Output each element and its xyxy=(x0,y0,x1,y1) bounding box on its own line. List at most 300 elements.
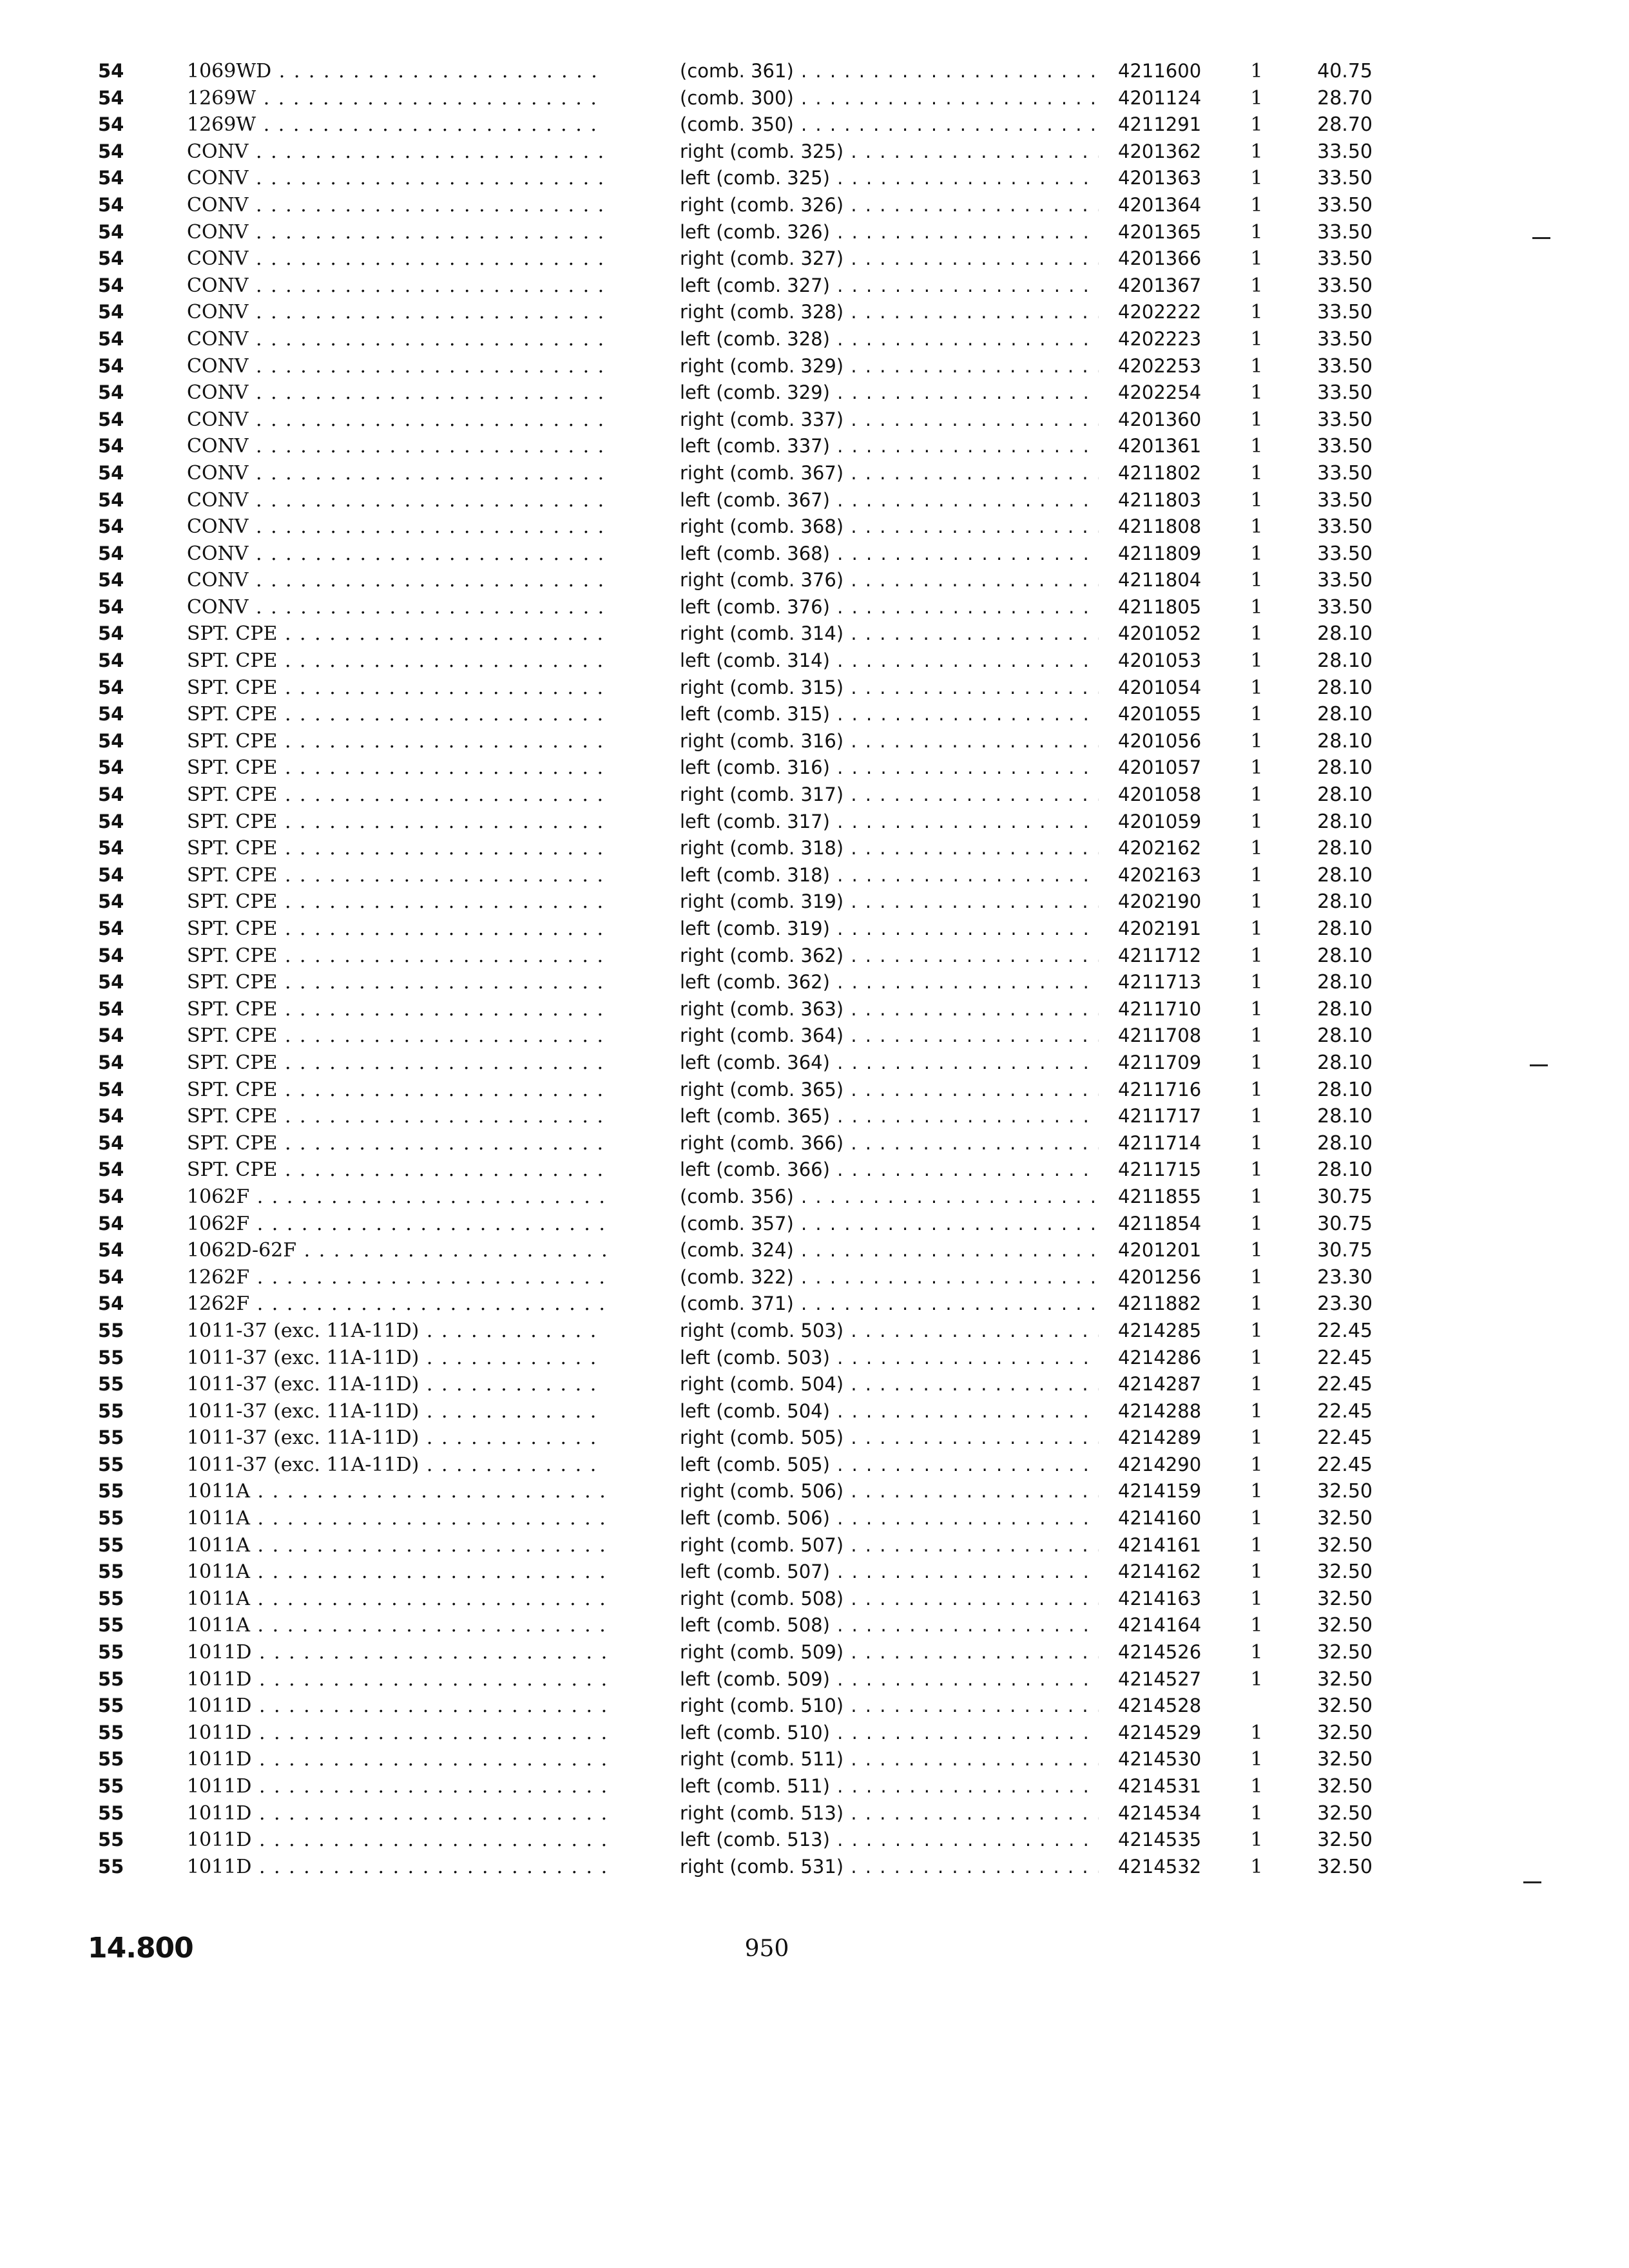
model-cell: SPT. CPE . . . xyxy=(187,1077,606,1104)
year-cell: 54 xyxy=(98,1024,124,1047)
year-cell: 54 xyxy=(98,1212,124,1235)
year-cell: 54 xyxy=(98,863,124,886)
description-cell: left (comb. 376) . . . xyxy=(680,594,1099,621)
part-number-cell: 4214289 xyxy=(1118,1427,1202,1449)
quantity-cell: 1 xyxy=(1250,1667,1263,1691)
description-cell: left (comb. 314) . . . xyxy=(680,648,1099,675)
table-row xyxy=(0,1103,1629,1130)
model-cell: SPT. CPE . . . xyxy=(187,1050,606,1077)
year-cell: 54 xyxy=(98,569,124,591)
description-cell: right (comb. 504) . . . xyxy=(680,1371,1099,1398)
part-number-cell: 4211882 xyxy=(1118,1293,1202,1315)
table-row xyxy=(0,1425,1629,1452)
price-cell: 28.10 xyxy=(1317,837,1373,860)
year-cell: 54 xyxy=(98,837,124,860)
part-number-cell: 4211804 xyxy=(1118,569,1202,591)
model-cell: 1062F . . . xyxy=(187,1184,606,1211)
model-cell: 1011D . . . xyxy=(187,1693,606,1720)
description-cell: left (comb. 505) . . . xyxy=(680,1452,1099,1479)
part-number-cell: 4214159 xyxy=(1118,1480,1202,1503)
price-cell: 28.70 xyxy=(1317,113,1373,137)
year-cell: 54 xyxy=(98,220,124,243)
quantity-cell: 1 xyxy=(1250,649,1263,673)
part-number-cell: 4201053 xyxy=(1118,649,1202,672)
description-cell: right (comb. 326) . . . xyxy=(680,192,1099,219)
model-cell: 1011A . . . xyxy=(187,1559,606,1586)
price-cell: 33.50 xyxy=(1317,274,1373,297)
price-cell: 28.10 xyxy=(1317,810,1373,833)
price-cell: 33.50 xyxy=(1317,354,1373,378)
part-number-cell: 4202222 xyxy=(1118,301,1202,323)
description-cell: right (comb. 363) . . . xyxy=(680,996,1099,1023)
year-cell: 54 xyxy=(98,1105,124,1128)
description-cell: left (comb. 327) . . . xyxy=(680,273,1099,300)
description-cell: right (comb. 510) . . . xyxy=(680,1693,1099,1720)
year-cell: 55 xyxy=(98,1829,124,1851)
table-row xyxy=(0,487,1629,514)
table-row xyxy=(0,407,1629,434)
section-number: 14.800 xyxy=(88,1932,193,1965)
price-cell: 33.50 xyxy=(1317,247,1373,271)
table-row xyxy=(0,1532,1629,1559)
part-number-cell: 4201058 xyxy=(1118,783,1202,806)
description-cell: left (comb. 315) . . . xyxy=(680,701,1099,728)
year-cell: 55 xyxy=(98,1427,124,1449)
table-row xyxy=(0,85,1629,112)
quantity-cell: 1 xyxy=(1250,1158,1263,1182)
part-number-cell: 4201362 xyxy=(1118,140,1202,162)
model-cell: CONV . . . xyxy=(187,219,606,246)
year-cell: 55 xyxy=(98,1802,124,1824)
quantity-cell: 1 xyxy=(1250,86,1263,110)
description-cell: left (comb. 337) . . . xyxy=(680,433,1099,460)
model-cell: 1011A . . . xyxy=(187,1586,606,1613)
part-number-cell: 4211716 xyxy=(1118,1078,1202,1100)
quantity-cell: 1 xyxy=(1250,783,1263,807)
table-row xyxy=(0,835,1629,862)
year-cell: 55 xyxy=(98,1855,124,1878)
year-cell: 54 xyxy=(98,1131,124,1154)
price-cell: 33.50 xyxy=(1317,193,1373,216)
description-cell: right (comb. 337) . . . xyxy=(680,407,1099,434)
description-cell: (comb. 361) . . . xyxy=(680,58,1099,85)
price-cell: 33.50 xyxy=(1317,435,1373,458)
price-cell: 32.50 xyxy=(1317,1533,1373,1557)
year-cell: 55 xyxy=(98,1667,124,1690)
quantity-cell: 1 xyxy=(1250,167,1263,190)
model-cell: CONV . . . xyxy=(187,541,606,568)
year-cell: 55 xyxy=(98,1721,124,1744)
year-cell: 54 xyxy=(98,997,124,1020)
part-number-cell: 4214534 xyxy=(1118,1802,1202,1824)
year-cell: 54 xyxy=(98,595,124,618)
table-row xyxy=(0,514,1629,541)
part-number-cell: 4201367 xyxy=(1118,274,1202,296)
price-cell: 28.10 xyxy=(1317,1078,1373,1101)
year-cell: 54 xyxy=(98,60,124,82)
year-cell: 55 xyxy=(98,1641,124,1664)
part-number-cell: 4211291 xyxy=(1118,113,1202,136)
description-cell: right (comb. 362) . . . xyxy=(680,943,1099,970)
price-cell: 32.50 xyxy=(1317,1748,1373,1771)
quantity-cell: 1 xyxy=(1250,140,1263,163)
year-cell: 55 xyxy=(98,1561,124,1583)
model-cell: 1011A . . . xyxy=(187,1505,606,1532)
description-cell: right (comb. 509) . . . xyxy=(680,1639,1099,1666)
table-row xyxy=(0,139,1629,166)
description-cell: right (comb. 505) . . . xyxy=(680,1425,1099,1452)
model-cell: 1062D-62F . . . xyxy=(187,1237,606,1264)
quantity-cell: 1 xyxy=(1250,515,1263,539)
quantity-cell: 1 xyxy=(1250,461,1263,485)
model-cell: 1011D . . . xyxy=(187,1746,606,1773)
description-cell: (comb. 322) . . . xyxy=(680,1264,1099,1291)
quantity-cell: 1 xyxy=(1250,595,1263,619)
price-cell: 28.70 xyxy=(1317,86,1373,110)
description-cell: right (comb. 325) . . . xyxy=(680,139,1099,166)
table-row xyxy=(0,728,1629,755)
part-number-cell: 4214288 xyxy=(1118,1399,1202,1422)
model-cell: 1011D . . . xyxy=(187,1666,606,1693)
model-cell: SPT. CPE . . . xyxy=(187,996,606,1023)
part-number-cell: 4202253 xyxy=(1118,354,1202,377)
year-cell: 55 xyxy=(98,1614,124,1637)
table-row xyxy=(0,1398,1629,1425)
model-cell: CONV . . . xyxy=(187,165,606,192)
year-cell: 54 xyxy=(98,1293,124,1315)
quantity-cell: 1 xyxy=(1250,1239,1263,1262)
price-cell: 32.50 xyxy=(1317,1775,1373,1798)
description-cell: right (comb. 327) . . . xyxy=(680,245,1099,273)
model-cell: 1011D . . . xyxy=(187,1827,606,1854)
margin-mark xyxy=(1530,1064,1548,1066)
table-row xyxy=(0,1746,1629,1773)
price-cell: 28.10 xyxy=(1317,1105,1373,1128)
price-cell: 28.10 xyxy=(1317,649,1373,673)
price-cell: 32.50 xyxy=(1317,1614,1373,1637)
price-cell: 28.10 xyxy=(1317,944,1373,967)
year-cell: 54 xyxy=(98,435,124,457)
price-cell: 22.45 xyxy=(1317,1399,1373,1423)
description-cell: left (comb. 504) . . . xyxy=(680,1398,1099,1425)
model-cell: SPT. CPE . . . xyxy=(187,889,606,916)
part-number-cell: 4211600 xyxy=(1118,60,1202,82)
quantity-cell: 1 xyxy=(1250,1293,1263,1316)
price-cell: 33.50 xyxy=(1317,461,1373,485)
quantity-cell: 1 xyxy=(1250,542,1263,565)
part-number-cell: 4201364 xyxy=(1118,193,1202,216)
year-cell: 54 xyxy=(98,703,124,726)
part-number-cell: 4214160 xyxy=(1118,1507,1202,1530)
price-cell: 32.50 xyxy=(1317,1587,1373,1610)
year-cell: 54 xyxy=(98,622,124,645)
description-cell: right (comb. 507) . . . xyxy=(680,1532,1099,1559)
table-row xyxy=(0,58,1629,85)
description-cell: right (comb. 319) . . . xyxy=(680,889,1099,916)
part-number-cell: 4201059 xyxy=(1118,810,1202,832)
price-cell: 30.75 xyxy=(1317,1185,1373,1208)
quantity-cell: 1 xyxy=(1250,1855,1263,1878)
table-row xyxy=(0,943,1629,970)
quantity-cell: 1 xyxy=(1250,1399,1263,1423)
part-number-cell: 4214526 xyxy=(1118,1641,1202,1664)
description-cell: left (comb. 362) . . . xyxy=(680,969,1099,996)
quantity-cell: 1 xyxy=(1250,1212,1263,1235)
table-row xyxy=(0,916,1629,943)
model-cell: CONV . . . xyxy=(187,273,606,300)
description-cell: left (comb. 319) . . . xyxy=(680,916,1099,943)
price-cell: 28.10 xyxy=(1317,1051,1373,1074)
description-cell: right (comb. 316) . . . xyxy=(680,728,1099,755)
quantity-cell: 1 xyxy=(1250,1641,1263,1664)
year-cell: 54 xyxy=(98,676,124,698)
table-row xyxy=(0,1077,1629,1104)
price-cell: 33.50 xyxy=(1317,167,1373,190)
model-cell: 1011A . . . xyxy=(187,1532,606,1559)
description-cell: left (comb. 506) . . . xyxy=(680,1505,1099,1532)
year-cell: 54 xyxy=(98,86,124,109)
year-cell: 54 xyxy=(98,167,124,189)
quantity-cell: 1 xyxy=(1250,488,1263,512)
description-cell: left (comb. 328) . . . xyxy=(680,326,1099,353)
year-cell: 54 xyxy=(98,327,124,350)
quantity-cell: 1 xyxy=(1250,1507,1263,1530)
model-cell: CONV . . . xyxy=(187,594,606,621)
year-cell: 55 xyxy=(98,1748,124,1771)
price-cell: 28.10 xyxy=(1317,729,1373,753)
description-cell: (comb. 350) . . . xyxy=(680,111,1099,139)
year-cell: 54 xyxy=(98,918,124,939)
model-cell: 1011D . . . xyxy=(187,1639,606,1666)
part-number-cell: 4201054 xyxy=(1118,676,1202,698)
price-cell: 33.50 xyxy=(1317,408,1373,431)
part-number-cell: 4201055 xyxy=(1118,703,1202,726)
table-row xyxy=(0,541,1629,568)
part-number-cell: 4214290 xyxy=(1118,1453,1202,1475)
price-cell: 33.50 xyxy=(1317,381,1373,405)
price-cell: 32.50 xyxy=(1317,1507,1373,1530)
year-cell: 54 xyxy=(98,515,124,538)
year-cell: 54 xyxy=(98,542,124,564)
quantity-cell: 1 xyxy=(1250,997,1263,1021)
table-row xyxy=(0,1184,1629,1211)
part-number-cell: 4211854 xyxy=(1118,1212,1202,1235)
part-number-cell: 4214529 xyxy=(1118,1721,1202,1744)
quantity-cell: 1 xyxy=(1250,1185,1263,1208)
table-row xyxy=(0,165,1629,192)
year-cell: 55 xyxy=(98,1346,124,1369)
part-number-cell: 4214286 xyxy=(1118,1346,1202,1369)
description-cell: left (comb. 367) . . . xyxy=(680,487,1099,514)
price-cell: 28.10 xyxy=(1317,918,1373,940)
quantity-cell: 1 xyxy=(1250,381,1263,405)
quantity-cell: 1 xyxy=(1250,1346,1263,1369)
price-cell: 28.10 xyxy=(1317,756,1373,780)
year-cell: 54 xyxy=(98,1158,124,1181)
description-cell: left (comb. 318) . . . xyxy=(680,862,1099,889)
model-cell: CONV . . . xyxy=(187,567,606,594)
price-cell: 22.45 xyxy=(1317,1427,1373,1450)
table-row xyxy=(0,1773,1629,1800)
part-number-cell: 4211715 xyxy=(1118,1158,1202,1181)
table-row xyxy=(0,1639,1629,1666)
model-cell: CONV . . . xyxy=(187,299,606,326)
table-row xyxy=(0,1478,1629,1505)
price-cell: 32.50 xyxy=(1317,1641,1373,1664)
part-number-cell: 4201256 xyxy=(1118,1265,1202,1288)
year-cell: 55 xyxy=(98,1480,124,1503)
description-cell: left (comb. 507) . . . xyxy=(680,1559,1099,1586)
part-number-cell: 4201057 xyxy=(1118,756,1202,779)
part-number-cell: 4214531 xyxy=(1118,1775,1202,1797)
quantity-cell: 1 xyxy=(1250,1480,1263,1503)
part-number-cell: 4211714 xyxy=(1118,1131,1202,1154)
description-cell: left (comb. 317) . . . xyxy=(680,809,1099,836)
price-cell: 28.10 xyxy=(1317,703,1373,726)
description-cell: right (comb. 328) . . . xyxy=(680,299,1099,326)
model-cell: 1011-37 (exc. 11A-11D) . . . xyxy=(187,1371,606,1398)
price-cell: 22.45 xyxy=(1317,1453,1373,1476)
model-cell: SPT. CPE . . . xyxy=(187,754,606,782)
description-cell: right (comb. 503) . . . xyxy=(680,1318,1099,1345)
part-number-cell: 4202163 xyxy=(1118,863,1202,886)
table-row xyxy=(0,1827,1629,1854)
table-row xyxy=(0,1371,1629,1398)
model-cell: 1011D . . . xyxy=(187,1854,606,1881)
part-number-cell: 4202191 xyxy=(1118,918,1202,939)
model-cell: 1269W . . . xyxy=(187,85,606,112)
model-cell: CONV . . . xyxy=(187,460,606,487)
part-number-cell: 4214164 xyxy=(1118,1614,1202,1637)
part-number-cell: 4214287 xyxy=(1118,1373,1202,1396)
quantity-cell: 1 xyxy=(1250,1748,1263,1771)
part-number-cell: 4211808 xyxy=(1118,515,1202,538)
table-row xyxy=(0,1800,1629,1827)
description-cell: left (comb. 511) . . . xyxy=(680,1773,1099,1800)
model-cell: SPT. CPE . . . xyxy=(187,728,606,755)
year-cell: 55 xyxy=(98,1373,124,1396)
model-cell: CONV . . . xyxy=(187,139,606,166)
price-cell: 28.10 xyxy=(1317,997,1373,1021)
year-cell: 54 xyxy=(98,1265,124,1288)
model-cell: 1011A . . . xyxy=(187,1612,606,1639)
table-row xyxy=(0,809,1629,836)
model-cell: 1011A . . . xyxy=(187,1478,606,1505)
description-cell: left (comb. 509) . . . xyxy=(680,1666,1099,1693)
quantity-cell: 1 xyxy=(1250,569,1263,592)
description-cell: left (comb. 513) . . . xyxy=(680,1827,1099,1854)
model-cell: CONV . . . xyxy=(187,353,606,380)
description-cell: left (comb. 503) . . . xyxy=(680,1345,1099,1372)
model-cell: SPT. CPE . . . xyxy=(187,809,606,836)
table-row xyxy=(0,1505,1629,1532)
model-cell: 1062F . . . xyxy=(187,1211,606,1238)
quantity-cell: 1 xyxy=(1250,703,1263,726)
model-cell: SPT. CPE . . . xyxy=(187,969,606,996)
table-row xyxy=(0,460,1629,487)
model-cell: 1011-37 (exc. 11A-11D) . . . xyxy=(187,1345,606,1372)
model-cell: 1269W . . . xyxy=(187,111,606,139)
year-cell: 54 xyxy=(98,729,124,752)
price-cell: 23.30 xyxy=(1317,1265,1373,1289)
description-cell: (comb. 324) . . . xyxy=(680,1237,1099,1264)
description-cell: left (comb. 366) . . . xyxy=(680,1157,1099,1184)
part-number-cell: 4211855 xyxy=(1118,1185,1202,1207)
table-row xyxy=(0,380,1629,407)
quantity-cell: 1 xyxy=(1250,944,1263,967)
quantity-cell: 1 xyxy=(1250,220,1263,244)
part-number-cell: 4211803 xyxy=(1118,488,1202,511)
part-number-cell: 4202190 xyxy=(1118,890,1202,913)
year-cell: 55 xyxy=(98,1319,124,1341)
price-cell: 28.10 xyxy=(1317,622,1373,646)
price-cell: 28.10 xyxy=(1317,863,1373,887)
price-cell: 22.45 xyxy=(1317,1346,1373,1369)
quantity-cell: 1 xyxy=(1250,1051,1263,1074)
quantity-cell: 1 xyxy=(1250,193,1263,216)
quantity-cell: 1 xyxy=(1250,354,1263,378)
part-number-cell: 4202254 xyxy=(1118,381,1202,404)
description-cell: left (comb. 365) . . . xyxy=(680,1103,1099,1130)
year-cell: 55 xyxy=(98,1533,124,1556)
quantity-cell: 1 xyxy=(1250,810,1263,833)
part-number-cell: 4214163 xyxy=(1118,1587,1202,1610)
part-number-cell: 4214285 xyxy=(1118,1319,1202,1341)
part-number-cell: 4211713 xyxy=(1118,971,1202,994)
year-cell: 54 xyxy=(98,274,124,296)
model-cell: CONV . . . xyxy=(187,326,606,353)
table-row xyxy=(0,620,1629,648)
price-cell: 30.75 xyxy=(1317,1239,1373,1262)
quantity-cell: 1 xyxy=(1250,408,1263,431)
model-cell: 1011D . . . xyxy=(187,1773,606,1800)
description-cell: right (comb. 513) . . . xyxy=(680,1800,1099,1827)
price-cell: 32.50 xyxy=(1317,1855,1373,1878)
quantity-cell: 1 xyxy=(1250,1131,1263,1155)
table-row xyxy=(0,648,1629,675)
table-row xyxy=(0,1854,1629,1881)
quantity-cell: 1 xyxy=(1250,971,1263,994)
quantity-cell: 1 xyxy=(1250,1561,1263,1584)
model-cell: SPT. CPE . . . xyxy=(187,1023,606,1050)
model-cell: SPT. CPE . . . xyxy=(187,1103,606,1130)
table-row xyxy=(0,675,1629,702)
description-cell: right (comb. 329) . . . xyxy=(680,353,1099,380)
quantity-cell: 1 xyxy=(1250,756,1263,780)
price-cell: 28.10 xyxy=(1317,971,1373,994)
table-row xyxy=(0,1318,1629,1345)
price-cell: 33.50 xyxy=(1317,569,1373,592)
price-cell: 32.50 xyxy=(1317,1667,1373,1691)
year-cell: 54 xyxy=(98,193,124,216)
model-cell: 1262F . . . xyxy=(187,1291,606,1318)
price-cell: 28.10 xyxy=(1317,783,1373,807)
quantity-cell: 1 xyxy=(1250,1775,1263,1798)
description-cell: (comb. 300) . . . xyxy=(680,85,1099,112)
quantity-cell: 1 xyxy=(1250,327,1263,351)
table-row xyxy=(0,1693,1629,1720)
quantity-cell: 1 xyxy=(1250,1024,1263,1048)
parts-table xyxy=(0,58,1629,1880)
year-cell: 54 xyxy=(98,381,124,404)
price-cell: 32.50 xyxy=(1317,1695,1373,1718)
model-cell: SPT. CPE . . . xyxy=(187,648,606,675)
model-cell: CONV . . . xyxy=(187,380,606,407)
price-cell: 32.50 xyxy=(1317,1802,1373,1825)
quantity-cell: 1 xyxy=(1250,435,1263,458)
table-row xyxy=(0,245,1629,273)
year-cell: 55 xyxy=(98,1587,124,1610)
